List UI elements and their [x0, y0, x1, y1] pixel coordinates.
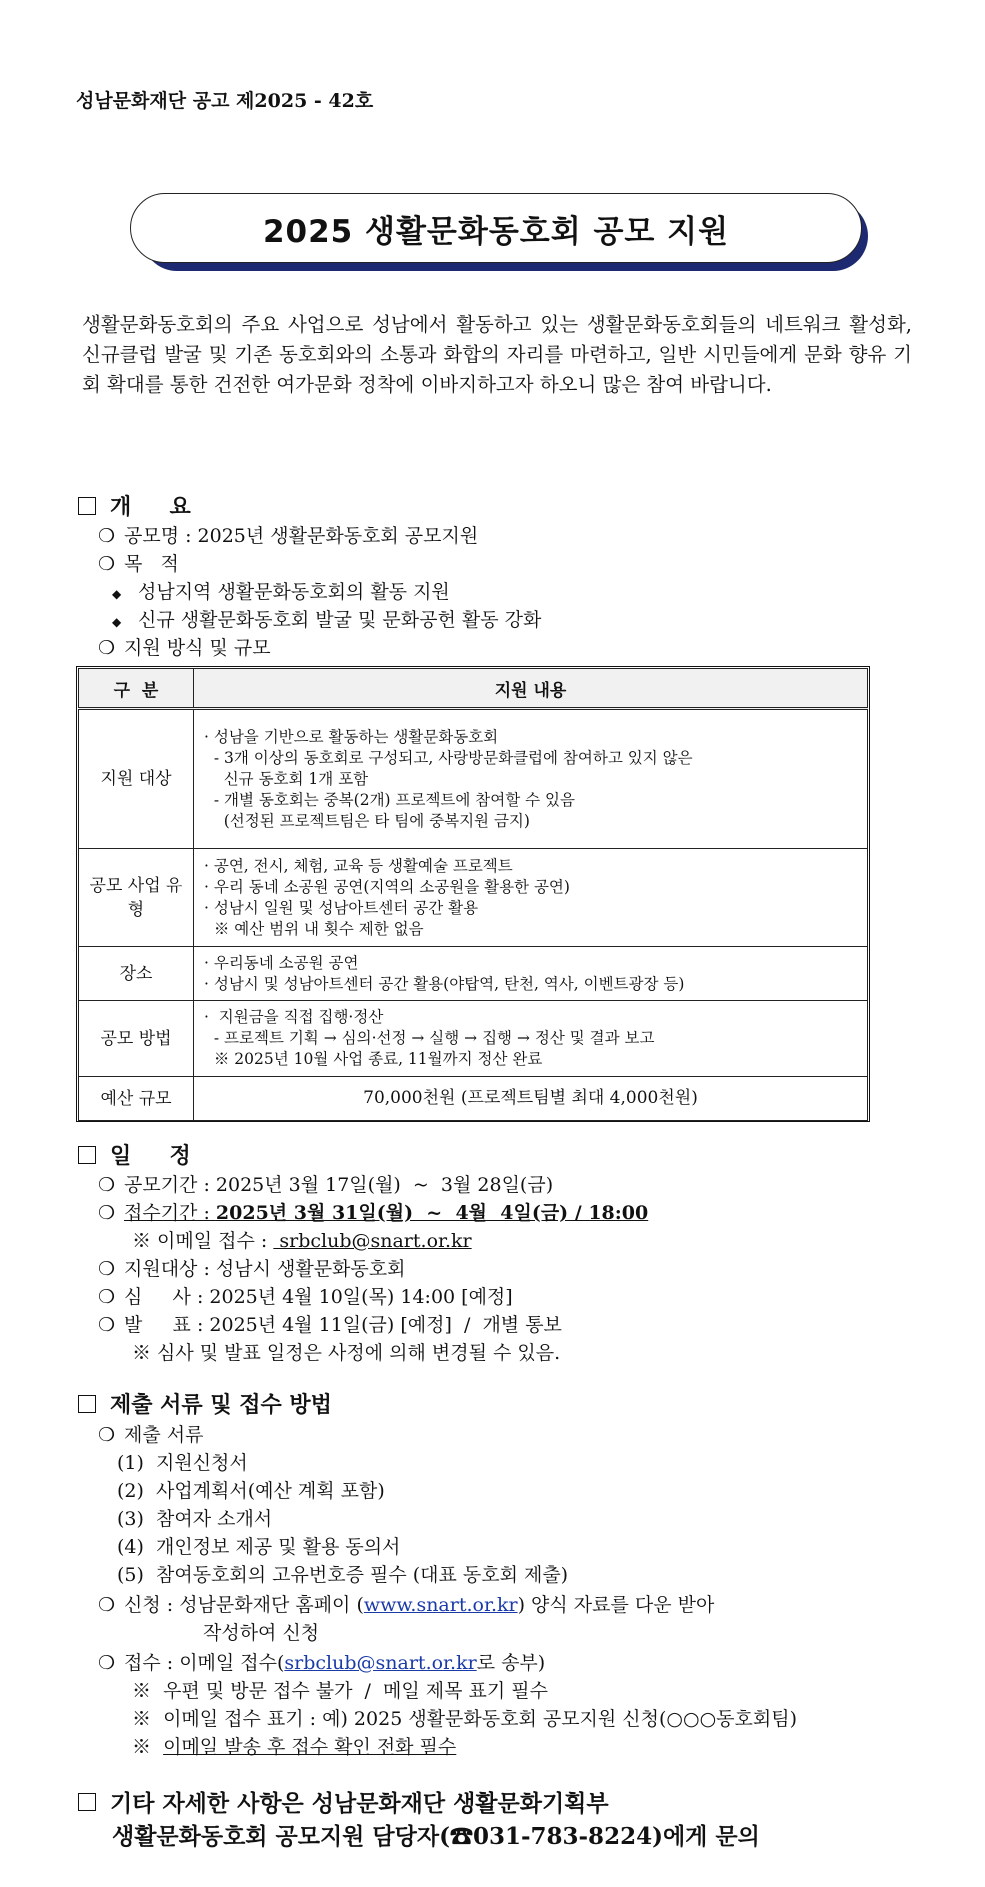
schedule-target: ❍ 지원대상 : 성남시 생활문화동호회	[98, 1258, 406, 1280]
table-header-row	[79, 669, 868, 709]
content-line: · 우리 동네 소공원 공연(지역의 소공원을 활용한 공연)	[204, 877, 570, 896]
schedule-receipt: ❍ 접수기간 : 2025년 3월 31일(월) ~ 4월 4일(금) / 18:00	[98, 1202, 649, 1224]
content-line: (선정된 프로젝트팀은 타 팀에 중복지원 금지)	[204, 811, 530, 830]
website-link[interactable]: www.snart.or.kr	[363, 1594, 518, 1616]
schedule-review: ❍ 심 사 : 2025년 4월 10일(목) 14:00 [예정]	[98, 1286, 513, 1308]
list-item: (2) 사업계획서(예산 계획 포함)	[117, 1480, 385, 1502]
contact-line-1: 기타 자세한 사항은 성남문화재단 생활문화기획부	[110, 1790, 609, 1817]
table-row	[79, 1077, 868, 1121]
content-line: · 지원금을 직접 집행·정산	[204, 1008, 384, 1026]
table-cell-content	[194, 947, 868, 1001]
schedule-note: ※ 심사 및 발표 일정은 사정에 의해 변경될 수 있음.	[132, 1342, 561, 1364]
section-schedule-heading: 일 정	[110, 1143, 191, 1169]
checkbox-square-icon	[78, 1395, 96, 1413]
title-banner	[130, 193, 862, 263]
table-row	[79, 709, 868, 849]
circle-bullet-icon: ❍	[98, 1286, 116, 1308]
table-cell-category: 지원 대상	[79, 709, 194, 849]
notice-number: 성남문화재단 공고 제2025 - 42호	[76, 90, 374, 112]
circle-bullet-icon: ❍	[98, 1202, 116, 1224]
content-line: 70,000천원 (프로젝트팀별 최대 4,000천원)	[363, 1088, 698, 1108]
circle-bullet-icon: ❍	[98, 1174, 116, 1196]
content-line: ※ 예산 범위 내 횟수 제한 없음	[204, 919, 424, 938]
list-item: (1) 지원신청서	[117, 1452, 248, 1474]
section-contact	[78, 1785, 609, 1818]
overview-item-purpose: ❍ 목 적	[98, 553, 179, 575]
list-item: (4) 개인정보 제공 및 활용 동의서	[117, 1536, 401, 1558]
support-table	[78, 668, 868, 1121]
content-line: · 공연, 전시, 체험, 교육 등 생활예술 프로젝트	[204, 856, 513, 875]
checkbox-square-icon	[78, 1146, 96, 1164]
circle-bullet-icon: ❍	[98, 1652, 116, 1674]
submission-note-last: ※ 이메일 발송 후 접수 확인 전화 필수	[132, 1736, 457, 1758]
purpose-item-1: ◆ 성남지역 생활문화동호회의 활동 지원	[112, 581, 450, 603]
circle-bullet-icon: ❍	[98, 553, 116, 575]
section-submission-heading: 제출 서류 및 접수 방법	[110, 1392, 332, 1418]
content-line: - 개별 동호회는 중복(2개) 프로젝트에 참여할 수 있음	[204, 790, 575, 809]
schedule-announce: ❍ 발 표 : 2025년 4월 11일(금) [예정] / 개별 통보	[98, 1314, 562, 1336]
page-title: 2025 생활문화동호회 공모 지원	[130, 193, 862, 263]
content-line: · 성남을 기반으로 활동하는 생활문화동호회	[204, 727, 499, 746]
submission-apply-line2: 작성하여 신청	[203, 1622, 320, 1644]
table-cell-category: 장소	[79, 947, 194, 1001]
table-header-content: 지원 내용	[194, 669, 868, 709]
table-cell-category: 예산 규모	[79, 1077, 194, 1121]
email-link[interactable]: srbclub@snart.or.kr	[273, 1230, 472, 1252]
section-overview-heading: 개 요	[110, 494, 191, 520]
table-cell-content	[194, 709, 868, 849]
submission-apply: ❍ 신청 : 성남문화재단 홈페이 (www.snart.or.kr) 양식 자료를 다운 받아	[98, 1594, 715, 1616]
circle-bullet-icon: ❍	[98, 637, 116, 659]
table-row	[79, 947, 868, 1001]
schedule-period: ❍ 공모기간 : 2025년 3월 17일(월) ~ 3월 28일(금)	[98, 1174, 554, 1196]
purpose-item-2: ◆ 신규 생활문화동호회 발굴 및 문화공헌 활동 강화	[112, 609, 542, 631]
list-item: (5) 참여동호회의 고유번호증 필수 (대표 동호회 제출)	[117, 1564, 569, 1586]
submission-note: ※ 우편 및 방문 접수 불가 / 메일 제목 표기 필수	[132, 1680, 548, 1702]
diamond-bullet-icon: ◆	[112, 587, 122, 601]
content-line: · 성남시 및 성남아트센터 공간 활용(야탑역, 탄천, 역사, 이벤트광장 등)	[204, 974, 685, 993]
content-line: · 우리동네 소공원 공연	[204, 953, 359, 972]
table-cell-content	[194, 1077, 868, 1121]
circle-bullet-icon: ❍	[98, 1594, 116, 1616]
schedule-email: ※ 이메일 접수 : srbclub@snart.or.kr	[132, 1230, 472, 1252]
diamond-bullet-icon: ◆	[112, 615, 122, 629]
content-line: · 성남시 일원 및 성남아트센터 공간 활용	[204, 898, 479, 917]
table-cell-category: 공모 방법	[79, 1001, 194, 1077]
table-header-category: 구 분	[79, 669, 194, 709]
submission-note: ※ 이메일 접수 표기 : 예) 2025 생활문화동호회 공모지원 신청(○○○동호회팀)	[132, 1708, 797, 1730]
section-overview	[78, 490, 191, 521]
overview-item-method: ❍ 지원 방식 및 규모	[98, 637, 271, 659]
circle-bullet-icon: ❍	[98, 1258, 116, 1280]
list-item: (3) 참여자 소개서	[117, 1508, 273, 1530]
checkbox-square-icon	[78, 497, 96, 515]
content-line: - 3개 이상의 동호회로 구성되고, 사랑방문화클럽에 참여하고 있지 않은	[204, 748, 693, 767]
circle-bullet-icon: ❍	[98, 1314, 116, 1336]
intro-paragraph: 생활문화동호회의 주요 사업으로 성남에서 활동하고 있는 생활문화동호회들의 네트워크 활성화, 신규클럽 발굴 및 기존 동호회와의 소통과 화합의 자리를 마련하고, 일반 시민들에게 문화 향유 기회 확대를 통한 건전한 여가문화 정착에 이바지하고자 하오니 많은 참여 바랍니다.	[82, 313, 912, 396]
table-row	[79, 849, 868, 947]
table-row	[79, 1001, 868, 1077]
overview-item-name: ❍ 공모명 : 2025년 생활문화동호회 공모지원	[98, 525, 479, 547]
submission-docs-title: ❍ 제출 서류	[98, 1424, 204, 1446]
contact-line-2: 생활문화동호회 공모지원 담당자(☎031-783-8224)에게 문의	[112, 1823, 760, 1850]
section-submission	[78, 1388, 332, 1419]
submission-receipt: ❍ 접수 : 이메일 접수(srbclub@snart.or.kr로 송부)	[98, 1652, 546, 1674]
table-cell-category: 공모 사업 유형	[79, 849, 194, 947]
content-line: 신규 동호회 1개 포함	[204, 769, 369, 788]
email-link[interactable]: srbclub@snart.or.kr	[284, 1652, 477, 1674]
checkbox-square-icon	[78, 1793, 96, 1811]
content-line: ※ 2025년 10월 사업 종료, 11월까지 정산 완료	[204, 1050, 543, 1068]
section-schedule	[78, 1139, 191, 1170]
circle-bullet-icon: ❍	[98, 525, 116, 547]
circle-bullet-icon: ❍	[98, 1424, 116, 1446]
content-line: - 프로젝트 기획 → 심의·선정 → 실행 → 집행 → 정산 및 결과 보고	[204, 1029, 655, 1047]
table-cell-content	[194, 849, 868, 947]
table-cell-content	[194, 1001, 868, 1077]
